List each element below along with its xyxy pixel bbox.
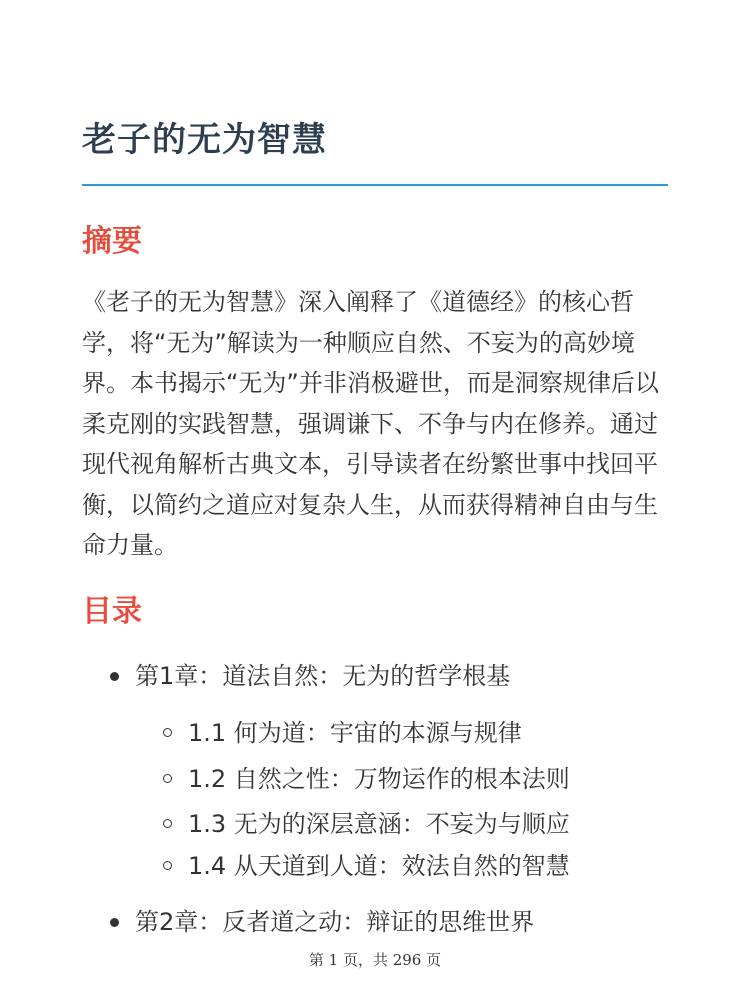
bullet-circle-icon [163, 819, 172, 828]
summary-heading: 摘要 [82, 224, 142, 259]
toc-heading: 目录 [82, 594, 142, 629]
toc-section-1-3[interactable] [188, 807, 570, 841]
toc-section-1-2-label: 1.2 自然之性：万物运作的根本法则 [188, 765, 570, 793]
bullet-disc-icon [110, 672, 119, 681]
bullet-disc-icon [110, 918, 119, 927]
toc-section-1-4-label: 1.4 从天道到人道：效法自然的智慧 [188, 852, 570, 880]
toc-section-1-4[interactable] [188, 849, 570, 883]
toc-section-1-2[interactable] [188, 762, 570, 796]
toc-chapter-1-label: 第1章：道法自然：无为的哲学根基 [135, 662, 511, 690]
toc-chapter-2-label: 第2章：反者道之动：辩证的思维世界 [135, 908, 535, 936]
toc-section-1-1-label: 1.1 何为道：宇宙的本源与规律 [188, 719, 522, 747]
bullet-circle-icon [163, 728, 172, 737]
page-title: 老子的无为智慧 [82, 120, 327, 160]
bullet-circle-icon [163, 774, 172, 783]
toc-chapter-2[interactable] [135, 905, 534, 939]
toc-section-1-1[interactable] [188, 716, 522, 750]
toc-section-1-3-label: 1.3 无为的深层意涵：不妄为与顺应 [188, 810, 570, 838]
toc-chapter-1[interactable] [135, 659, 510, 693]
summary-paragraph: 《老子的无为智慧》深入阐释了《道德经》的核心哲学，将“无为”解读为一种顺应自然、不妄为的高妙境界。本书揭示“无为”并非消极避世，而是洞察规律后以柔克刚的实践智慧，强调谦下、不争与内在修养。通过现代视角解析古典文本，引导读者在纷繁世事中找回平衡，以简约之道应对复杂人生，从而获得精神自由与生命力量。 [82, 288, 659, 559]
bullet-circle-icon [163, 861, 172, 870]
page-footer: 第 1 页，共 296 页 [308, 951, 442, 969]
title-divider [82, 184, 668, 186]
